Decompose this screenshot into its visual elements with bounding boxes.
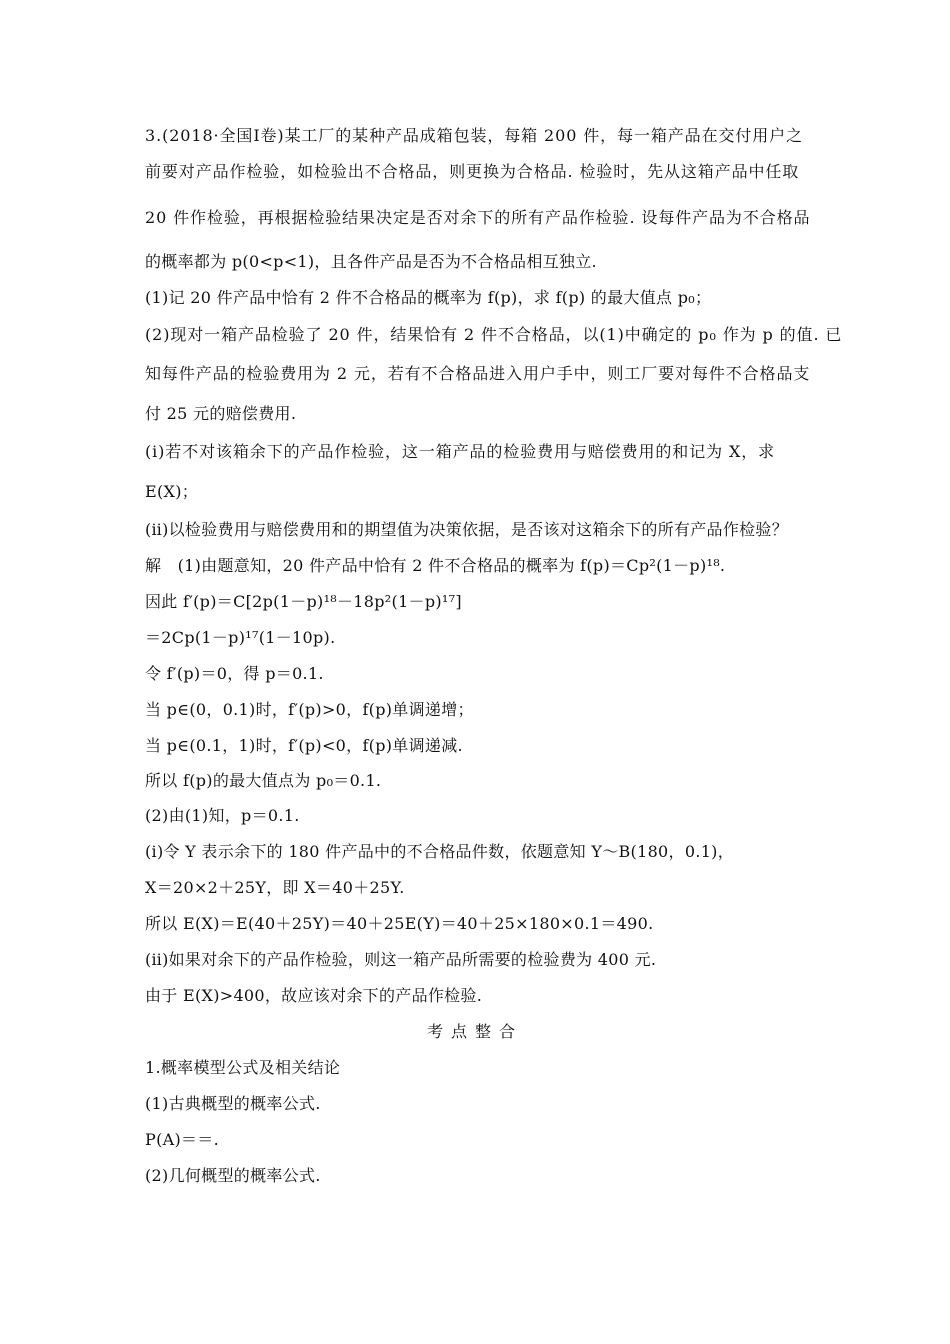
solution-line: X＝20×2＋25Y，即 X＝40＋25Y.	[145, 878, 405, 897]
solution-line: 所以 E(X)＝E(40＋25Y)＝40＋25E(Y)＝40＋25×180×0.1＝490.	[145, 914, 654, 933]
solution-line: 令 f′(p)＝0，得 p＝0.1.	[145, 664, 324, 683]
question-2-ii: (ⅱ)以检验费用与赔偿费用和的期望值为决策依据，是否该对这箱余下的所有产品作检验？	[145, 520, 789, 539]
solution-line: 解 (1)由题意知，20 件产品中恰有 2 件不合格品的概率为 f(p)＝Cp²(1－p)¹⁸.	[145, 556, 726, 575]
question-1: (1)记 20 件产品中恰有 2 件不合格品的概率为 f(p)，求 f(p) 的最大值点 p₀；	[145, 288, 712, 307]
question-2-i: (ⅰ)若不对该箱余下的产品作检验，这一箱产品的检验费用与赔偿费用的和记为 X，求	[145, 442, 776, 461]
solution-line: 当 p∈(0，0.1)时，f′(p)>0，f(p)单调递增；	[145, 700, 474, 719]
summary-line: (1)古典概型的概率公式.	[145, 1094, 321, 1113]
question-2: (2)现对一箱产品检验了 20 件，结果恰有 2 件不合格品，以(1)中确定的 p₀ 作为 p 的值. 已	[145, 325, 843, 344]
summary-line: (2)几何概型的概率公式.	[145, 1166, 321, 1185]
summary-line: P(A)＝＝.	[145, 1130, 219, 1149]
solution-line: 当 p∈(0.1，1)时，f′(p)<0，f(p)单调递减.	[145, 736, 463, 755]
solution-line: (ⅰ)令 Y 表示余下的 180 件产品中的不合格品件数，依题意知 Y～B(180，0.1)，	[145, 842, 735, 861]
solution-line: ＝2Cp(1－p)¹⁷(1－10p).	[145, 628, 336, 647]
question-2-i-line: E(X)；	[145, 482, 199, 501]
problem-line: 前要对产品作检验，如检验出不合格品，则更换为合格品. 检验时，先从这箱产品中任取	[145, 162, 800, 181]
question-2-line: 付 25 元的赔偿费用.	[145, 404, 297, 423]
problem-line: 的概率都为 p(0<p<1)，且各件产品是否为不合格品相互独立.	[145, 252, 597, 271]
section-title: 考点整合	[426, 1022, 523, 1041]
summary-line: 1.概率模型公式及相关结论	[145, 1058, 341, 1077]
problem-line: 20 件作检验，再根据检验结果决定是否对余下的所有产品作检验. 设每件产品为不合格品	[145, 208, 811, 227]
problem-line: 3.(2018·全国Ⅰ卷)某工厂的某种产品成箱包装，每箱 200 件，每一箱产品在交付用户之	[145, 126, 803, 145]
solution-line: (ⅱ)如果对余下的产品作检验，则这一箱产品所需要的检验费为 400 元.	[145, 950, 657, 969]
solution-line: 因此 f′(p)＝C[2p(1－p)¹⁸－18p²(1－p)¹⁷]	[145, 592, 462, 611]
solution-line: (2)由(1)知，p＝0.1.	[145, 806, 300, 825]
solution-line: 所以 f(p)的最大值点为 p₀＝0.1.	[145, 771, 382, 790]
question-2-line: 知每件产品的检验费用为 2 元，若有不合格品进入用户手中，则工厂要对每件不合格品支	[145, 364, 811, 383]
solution-line: 由于 E(X)>400，故应该对余下的产品作检验.	[145, 986, 483, 1005]
